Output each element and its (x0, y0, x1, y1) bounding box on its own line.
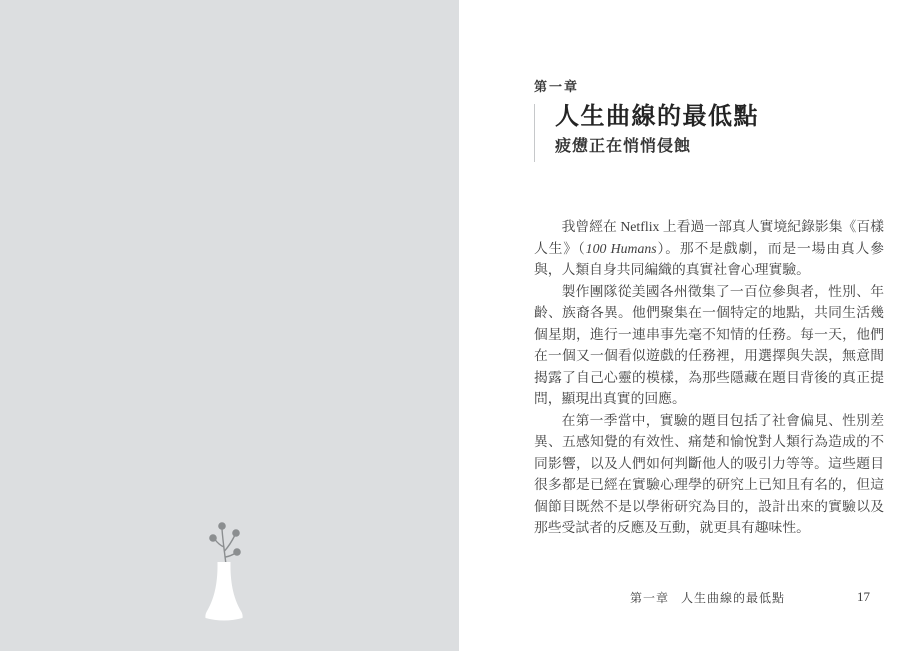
chapter-subtitle: 疲憊正在悄悄侵蝕 (555, 137, 692, 155)
running-head (630, 589, 785, 606)
vase-illustration (170, 495, 290, 640)
paragraph-3: 在第一季當中，實驗的題目包括了社會偏見、性別差異、五感知覺的有效性、痛楚和愉悅對人類行為造成的不同影響，以及人們如何判斷他人的吸引力等等。這些題目很多都是已經在實驗心理學的研究上已知且有名的，但這個節目既然不是以學術研究為目的，設計出來的實驗以及那些受試者的反應及互動，就更具有趣味性。 (534, 412, 884, 535)
running-head-chapter: 第一章 (630, 591, 670, 605)
chapter-title: 人生曲線的最低點 (555, 104, 759, 130)
paragraph-1-text-cont: ）。那不是戲劇，而是一場由真人參與，人類自身共同編織的真實社會心理實驗。 (534, 240, 884, 277)
right-page (459, 0, 917, 651)
paragraph-1-italic-title: 100 Humans (585, 240, 657, 256)
body-text (534, 216, 884, 539)
page-number: 17 (857, 589, 870, 604)
running-head-title: 人生曲線的最低點 (681, 591, 786, 605)
branch-stems (215, 529, 236, 565)
chapter-label: 第一章 (534, 79, 580, 94)
paragraph-1 (534, 216, 884, 281)
title-block (534, 104, 759, 162)
paragraph-2: 製作團隊從美國各州徵集了一百位參與者，性別、年齡、族裔各異。他們聚集在一個特定的地點，共同生活幾個星期，進行一連串事先毫不知情的任務。每一天，他們在一個又一個看似遊戲的任務裡，用選擇與失誤，無意間揭露了自己心靈的模樣，為那些隱藏在題目背後的真正提問，顯現出真實的回應。 (534, 283, 884, 406)
page-footer (459, 589, 917, 607)
paragraph-1-text: 我曾經在 Netflix 上看過一部真人實境紀錄影集《百樣人生》（ (534, 219, 884, 256)
vase-shape (205, 562, 242, 621)
